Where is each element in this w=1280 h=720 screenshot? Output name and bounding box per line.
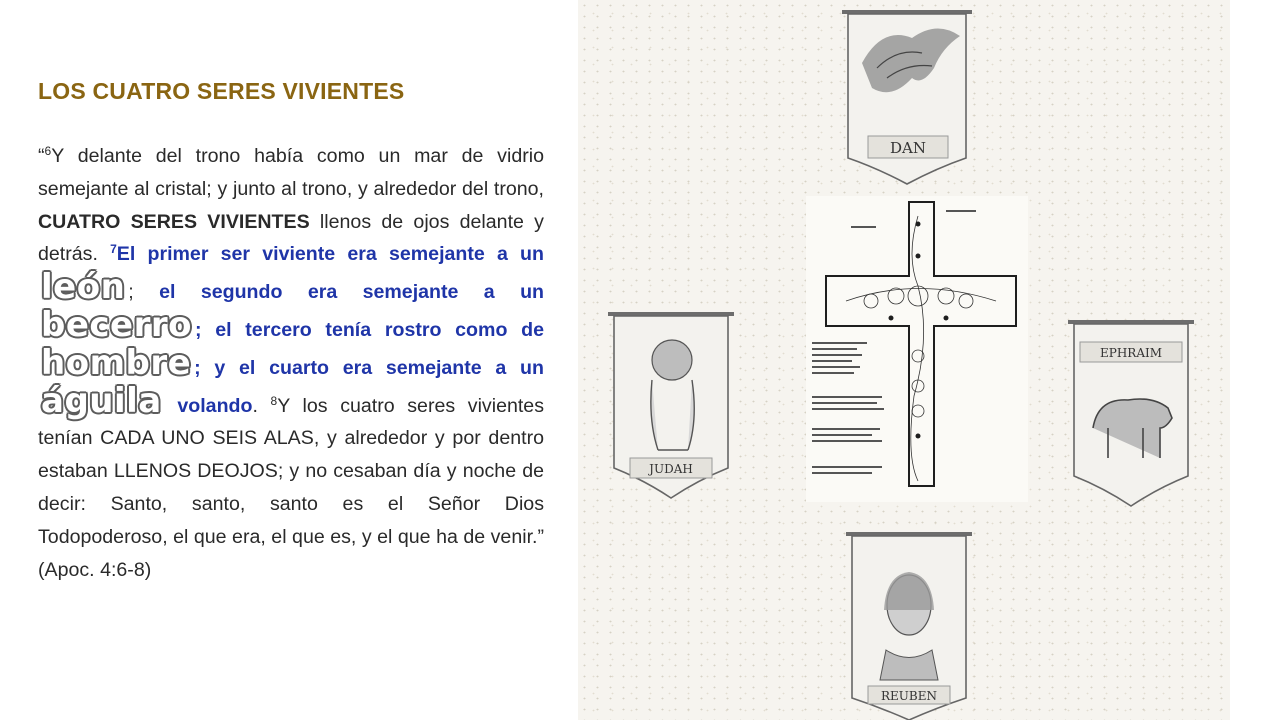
slide-title: LOS CUATRO SERES VIVIENTES [38,78,405,104]
verse-number-8: 8 [270,393,278,408]
verse-6-text: Y delante del trono había como un mar de vidrio semejante al cristal; y junto al trono, y alrededor del trono, [38,145,544,200]
open-quote: “ [38,145,45,167]
banner-label-dan: DAN [890,139,926,157]
banner-label-judah: JUDAH [649,462,693,476]
cross-diagram-icon [806,196,1028,502]
illustration-panel [578,0,1230,720]
verse-text [38,140,544,586]
banner-dan [842,8,972,186]
word-hombre-text: hombre [41,342,192,383]
verse-7-period: . [252,394,258,417]
word-leon-text: león [41,267,126,308]
word-becerro-text: becerro [41,304,193,345]
word-hombre [38,342,194,383]
lion-banner-icon [608,310,734,500]
banner-label-ephraim: EPHRAIM [1099,346,1163,360]
ox-banner-icon [1068,318,1194,508]
verse-number-6: 6 [44,144,52,158]
banner-label-reuben: REUBEN [881,689,937,703]
word-aguila [38,380,165,421]
verse-7-end: volando [177,394,253,417]
cross-map [806,196,1028,502]
four-beings-emphasis: CUATRO SERES VIVIENTES [38,210,310,233]
man-banner-icon [846,530,972,720]
verse-7-part-3: ; el tercero tenía rostro como de [195,318,544,341]
word-aguila-text: águila [41,380,162,421]
word-becerro [38,304,195,345]
verse-7-part-1: El primer ser viviente era semejante a un [116,243,544,266]
verse-8-text: Y los cuatro seres vivientes tenían CADA UNO SEIS ALAS, y alrededor y por dentro estaban LLENOS DEOJOS; y no cesaban día y noche de decir: Santo, santo, santo es el Señor Dios Todopoderoso, el que era, el que es, y el que ha de venir.” (Apoc. 4:6-8) [38,394,544,581]
banner-judah [608,310,734,500]
verse-7-part-4: ; y el cuarto era semejante a un [194,356,544,379]
verse-number-7: 7 [110,242,117,257]
verse-6-end: llenos de ojos delante y detrás. [38,210,544,266]
banner-reuben [846,530,972,720]
word-leon [38,267,128,308]
banner-ephraim [1068,318,1194,508]
verse-7-semicolon: ; [128,281,134,304]
verse-7-part-2: el segundo era semejante a un [159,281,545,304]
eagle-banner-icon [842,8,972,186]
verse-paragraph [38,140,544,586]
